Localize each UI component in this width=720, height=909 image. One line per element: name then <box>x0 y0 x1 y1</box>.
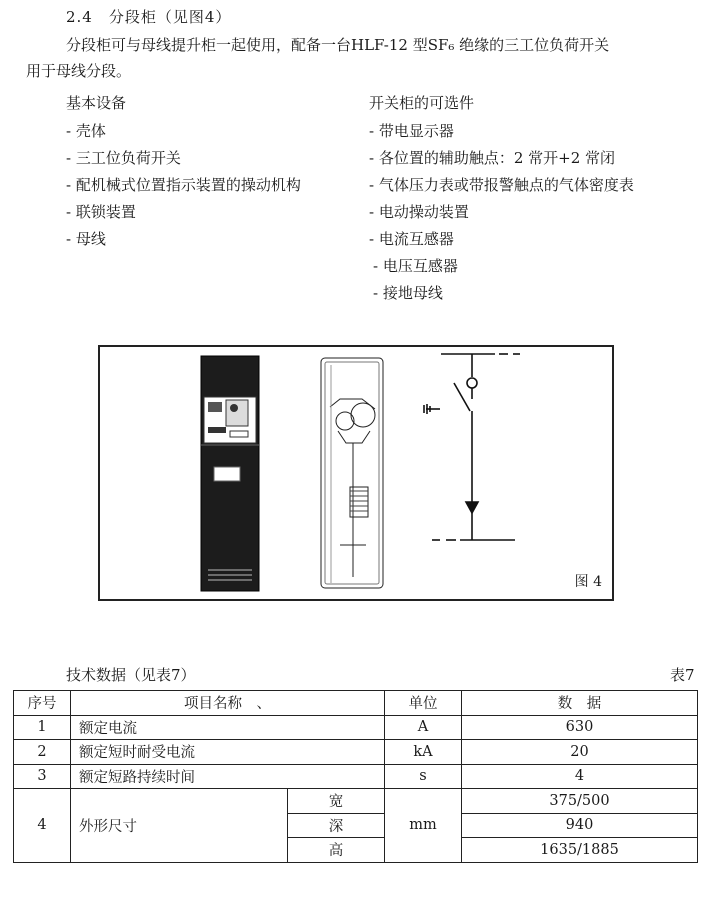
list-item: - 带电显示器 <box>369 122 454 140</box>
single-line-diagram <box>424 354 520 540</box>
row-name: 外形尺寸 <box>71 789 288 863</box>
section-heading: 2.4 分段柜（见图4） <box>66 8 232 26</box>
row-unit: kA <box>385 740 462 765</box>
row-name: 额定电流 <box>71 715 385 740</box>
basic-equipment-list <box>66 90 301 253</box>
dimension-label: 高 <box>288 838 385 863</box>
list-item: - 壳体 <box>66 122 106 140</box>
optional-equipment-title: 开关柜的可选件 <box>369 94 475 112</box>
row-no: 3 <box>14 764 71 789</box>
cabinet-front-view <box>201 356 259 591</box>
list-item: - 电压互感器 <box>373 257 458 275</box>
table-row <box>14 764 698 789</box>
dimension-label: 深 <box>288 813 385 838</box>
row-no: 4 <box>14 789 71 863</box>
row-no: 2 <box>14 740 71 765</box>
figure-4-frame <box>98 345 614 601</box>
figure-caption: 图 4 <box>574 574 602 590</box>
list-item: - 气体压力表或带报警触点的气体密度表 <box>369 176 634 194</box>
tech-data-table <box>13 690 698 863</box>
list-item: - 联锁装置 <box>66 203 136 221</box>
header-no: 序号 <box>14 691 71 716</box>
row-unit: mm <box>385 789 462 863</box>
row-no: 1 <box>14 715 71 740</box>
table-row <box>14 740 698 765</box>
section-description: 分段柜可与母线提升柜一起使用，配备一台HLF-12 型SF₆ 绝缘的三工位负荷开关 <box>66 36 610 54</box>
table-title: 技术数据（见表7） <box>66 666 196 684</box>
table-header-row <box>14 691 698 716</box>
table-row <box>14 789 698 814</box>
dimension-label: 宽 <box>288 789 385 814</box>
row-unit: s <box>385 764 462 789</box>
list-item: - 电动操动装置 <box>369 203 469 221</box>
list-item: - 配机械式位置指示装置的操动机构 <box>66 176 301 194</box>
table-label: 表7 <box>670 666 695 684</box>
row-value: 630 <box>462 715 698 740</box>
row-unit: A <box>385 715 462 740</box>
dimension-value: 940 <box>462 813 698 838</box>
header-unit: 单位 <box>385 691 462 716</box>
row-value: 4 <box>462 764 698 789</box>
header-data: 数 据 <box>462 691 698 716</box>
dimension-value: 1635/1885 <box>462 838 698 863</box>
header-name: 项目名称 、 <box>71 691 385 716</box>
row-value: 20 <box>462 740 698 765</box>
row-name: 额定短时耐受电流 <box>71 740 385 765</box>
list-item: - 各位置的辅助触点：2 常开+2 常闭 <box>369 149 616 167</box>
list-item: - 三工位负荷开关 <box>66 149 181 167</box>
list-item: - 接地母线 <box>373 284 443 302</box>
section-description-cont: 用于母线分段。 <box>26 62 132 80</box>
list-item: - 电流互感器 <box>369 230 454 248</box>
dimension-value: 375/500 <box>462 789 698 814</box>
table-row <box>14 715 698 740</box>
row-name: 额定短路持续时间 <box>71 764 385 789</box>
switchgear-illustration <box>100 347 612 599</box>
basic-equipment-title: 基本设备 <box>66 94 127 112</box>
cabinet-side-view <box>321 358 383 588</box>
optional-equipment-list <box>369 90 634 307</box>
list-item: - 母线 <box>66 230 106 248</box>
